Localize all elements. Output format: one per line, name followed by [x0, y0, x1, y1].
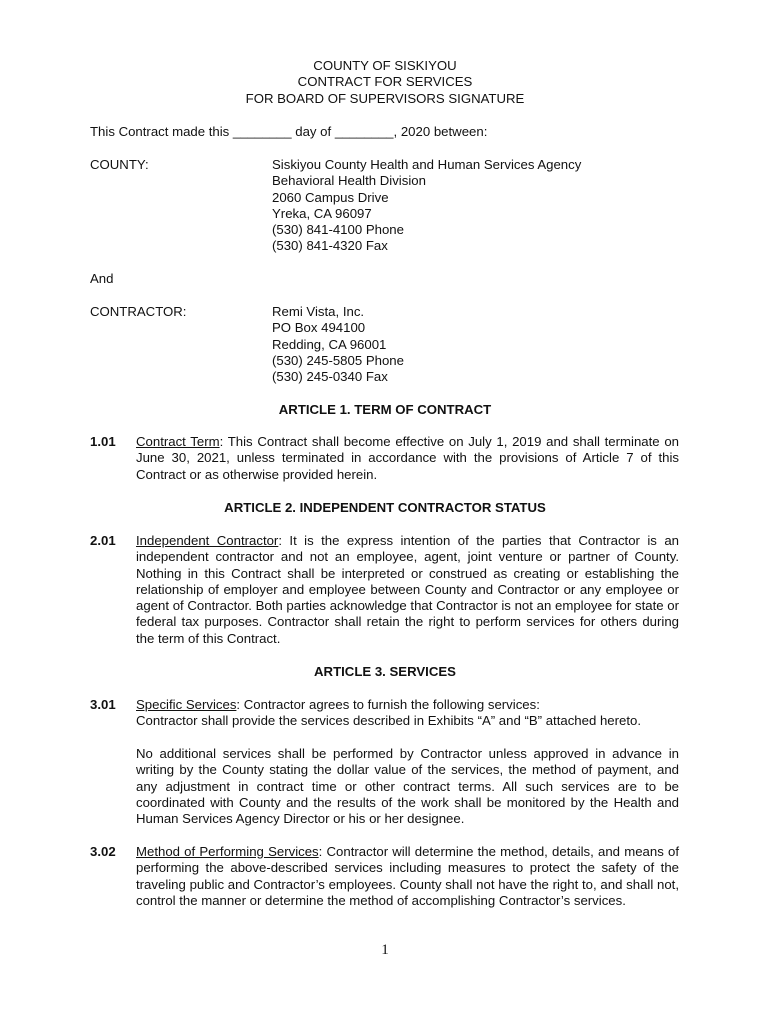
section-1-01-title: Contract Term — [136, 434, 220, 449]
section-3-01-body: : Contractor agrees to furnish the following services: — [236, 697, 540, 712]
header-county: COUNTY OF SISKIYOU — [313, 58, 457, 73]
section-3-01-additional-services: No additional services shall be performed by Contractor unless approved in advance in writing by the County stating the dollar value of the services, the method of payment, and any adjustment in contract time or other contract terms. All such services are to be coordinated with County and the results of the work shall be monitored by the Health and Human Services Agency Director or his or her designee. — [136, 746, 679, 827]
contractor-city: Redding, CA 96001 — [272, 336, 387, 352]
county-street: 2060 Campus Drive — [272, 189, 389, 205]
section-3-02-text — [136, 844, 679, 909]
county-label: COUNTY: — [90, 157, 149, 172]
article-2-heading: ARTICLE 2. INDEPENDENT CONTRACTOR STATUS — [224, 500, 546, 515]
article-3-heading: ARTICLE 3. SERVICES — [314, 664, 456, 679]
and-text: And — [90, 271, 114, 286]
county-division: Behavioral Health Division — [272, 173, 426, 189]
section-2-01-text — [136, 533, 679, 647]
section-3-02-title: Method of Performing Services — [136, 844, 319, 859]
contractor-po-box: PO Box 494100 — [272, 320, 366, 336]
section-3-02-body: : Contractor will determine the method, details, and means of performing the above-described services including measures to protect the safety of the traveling public and Contractor’s employees. County shall not have the right to, and shall not, control the manner or determine the method of accomplishing Contractor’s services. — [136, 844, 679, 908]
article-1-heading: ARTICLE 1. TERM OF CONTRACT — [278, 402, 492, 417]
contractor-address-block — [272, 304, 404, 385]
section-2-01-title: Independent Contractor — [136, 533, 279, 548]
section-1-01-number: 1.01 — [90, 434, 116, 449]
section-3-01-text — [136, 697, 679, 730]
county-city: Yreka, CA 96097 — [272, 205, 372, 221]
section-1-01-body: : This Contract shall become effective on July 1, 2019 and shall terminate on June 30, 2021, unless terminated in accordance with the provisions of Article 7 of this Contract or as otherwise provided herein. — [136, 434, 679, 482]
section-3-01-number: 3.01 — [90, 697, 116, 712]
section-2-01-number: 2.01 — [90, 533, 116, 548]
document-header — [0, 58, 770, 107]
section-3-02-number: 3.02 — [90, 844, 116, 859]
page-number: 1 — [381, 942, 389, 958]
section-3-01-exhibits: Contractor shall provide the services described in Exhibits “A” and “B” attached hereto. — [136, 713, 642, 729]
contractor-fax: (530) 245-0340 Fax — [272, 369, 388, 385]
contract-intro: This Contract made this ________ day of ________, 2020 between: — [90, 124, 488, 139]
section-3-01-title: Specific Services — [136, 697, 237, 712]
contractor-name: Remi Vista, Inc. — [272, 304, 365, 319]
county-address-block — [272, 157, 581, 255]
header-contract-type: CONTRACT FOR SERVICES — [297, 74, 473, 90]
section-1-01-text — [136, 434, 679, 483]
county-name: Siskiyou County Health and Human Services Agency — [272, 157, 582, 172]
county-fax: (530) 841-4320 Fax — [272, 238, 388, 254]
section-2-01-body: : It is the express intention of the parties that Contractor is an independent contractor and not an employee, agent, joint venture or partner of County. Nothing in this Contract shall be interpreted or construed as creating or establishing the relationship of employer and employee between County and Contractor or any employee or agent of Contractor. Both parties acknowledge that Contractor is not an employee for state or federal tax purposes. Contractor shall retain the right to perform services for others during the term of this Contract. — [136, 533, 679, 646]
header-signature-note: FOR BOARD OF SUPERVISORS SIGNATURE — [245, 90, 525, 106]
contractor-phone: (530) 245-5805 Phone — [272, 352, 404, 368]
county-phone: (530) 841-4100 Phone — [272, 222, 404, 238]
contractor-label: CONTRACTOR: — [90, 304, 187, 319]
